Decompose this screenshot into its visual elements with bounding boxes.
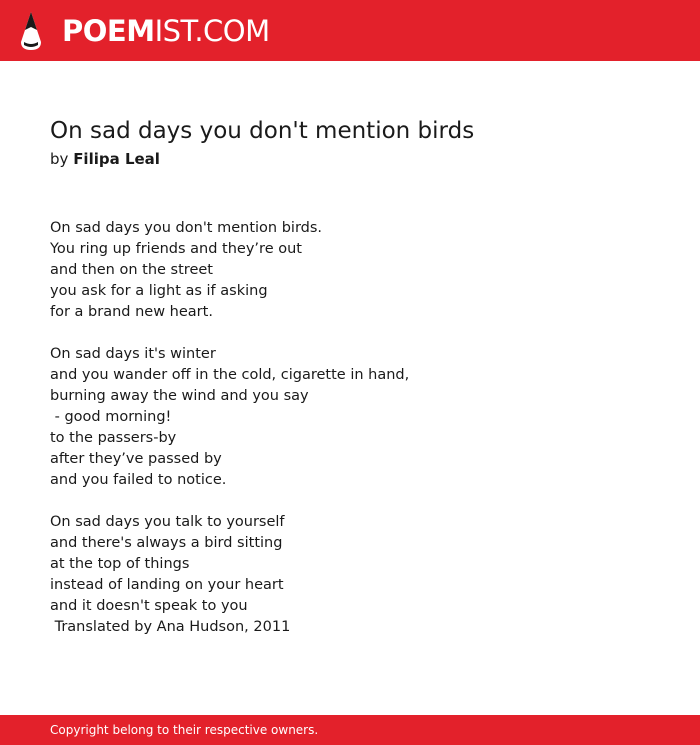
brand-bold: POEM [62, 14, 155, 48]
pencil-tip-icon[interactable] [18, 10, 44, 52]
poem-line: and there's always a bird sitting [50, 535, 283, 551]
copyright-text: Copyright belong to their respective owners. [50, 723, 319, 737]
brand-light: IST.COM [154, 14, 270, 48]
site-footer [0, 715, 700, 745]
poem-line: to the passers-by [50, 430, 177, 446]
poem-line: Translated by Ana Hudson, 2011 [50, 619, 291, 635]
poem-line: and you failed to notice. [50, 472, 227, 488]
poem-line: and then on the street [50, 262, 213, 278]
poem-line: for a brand new heart. [50, 304, 213, 320]
poem-line: On sad days you talk to yourself [50, 514, 285, 530]
poem-line: instead of landing on your heart [50, 577, 284, 593]
poem-line: you ask for a light as if asking [50, 283, 268, 299]
poem-line: and you wander off in the cold, cigarette in hand, [50, 367, 410, 383]
stanza-gap [50, 491, 650, 512]
poem-byline [50, 148, 160, 170]
stanza-gap [50, 323, 650, 344]
poem-body [50, 218, 650, 638]
poem-line: burning away the wind and you say [50, 388, 309, 404]
poem-line: On sad days it's winter [50, 346, 216, 362]
poem-line: after they’ve passed by [50, 451, 222, 467]
poem-line: and it doesn't speak to you [50, 598, 248, 614]
site-header [0, 0, 700, 61]
poem-line: at the top of things [50, 556, 190, 572]
poem-line: You ring up friends and they’re out [50, 241, 302, 257]
poem-title: On sad days you don't mention birds [50, 118, 475, 144]
poem-line: On sad days you don't mention birds. [50, 220, 323, 236]
site-logo[interactable] [62, 14, 270, 48]
poem-author: Filipa Leal [73, 150, 160, 168]
by-label: by [50, 150, 69, 168]
poem-line: - good morning! [50, 409, 172, 425]
